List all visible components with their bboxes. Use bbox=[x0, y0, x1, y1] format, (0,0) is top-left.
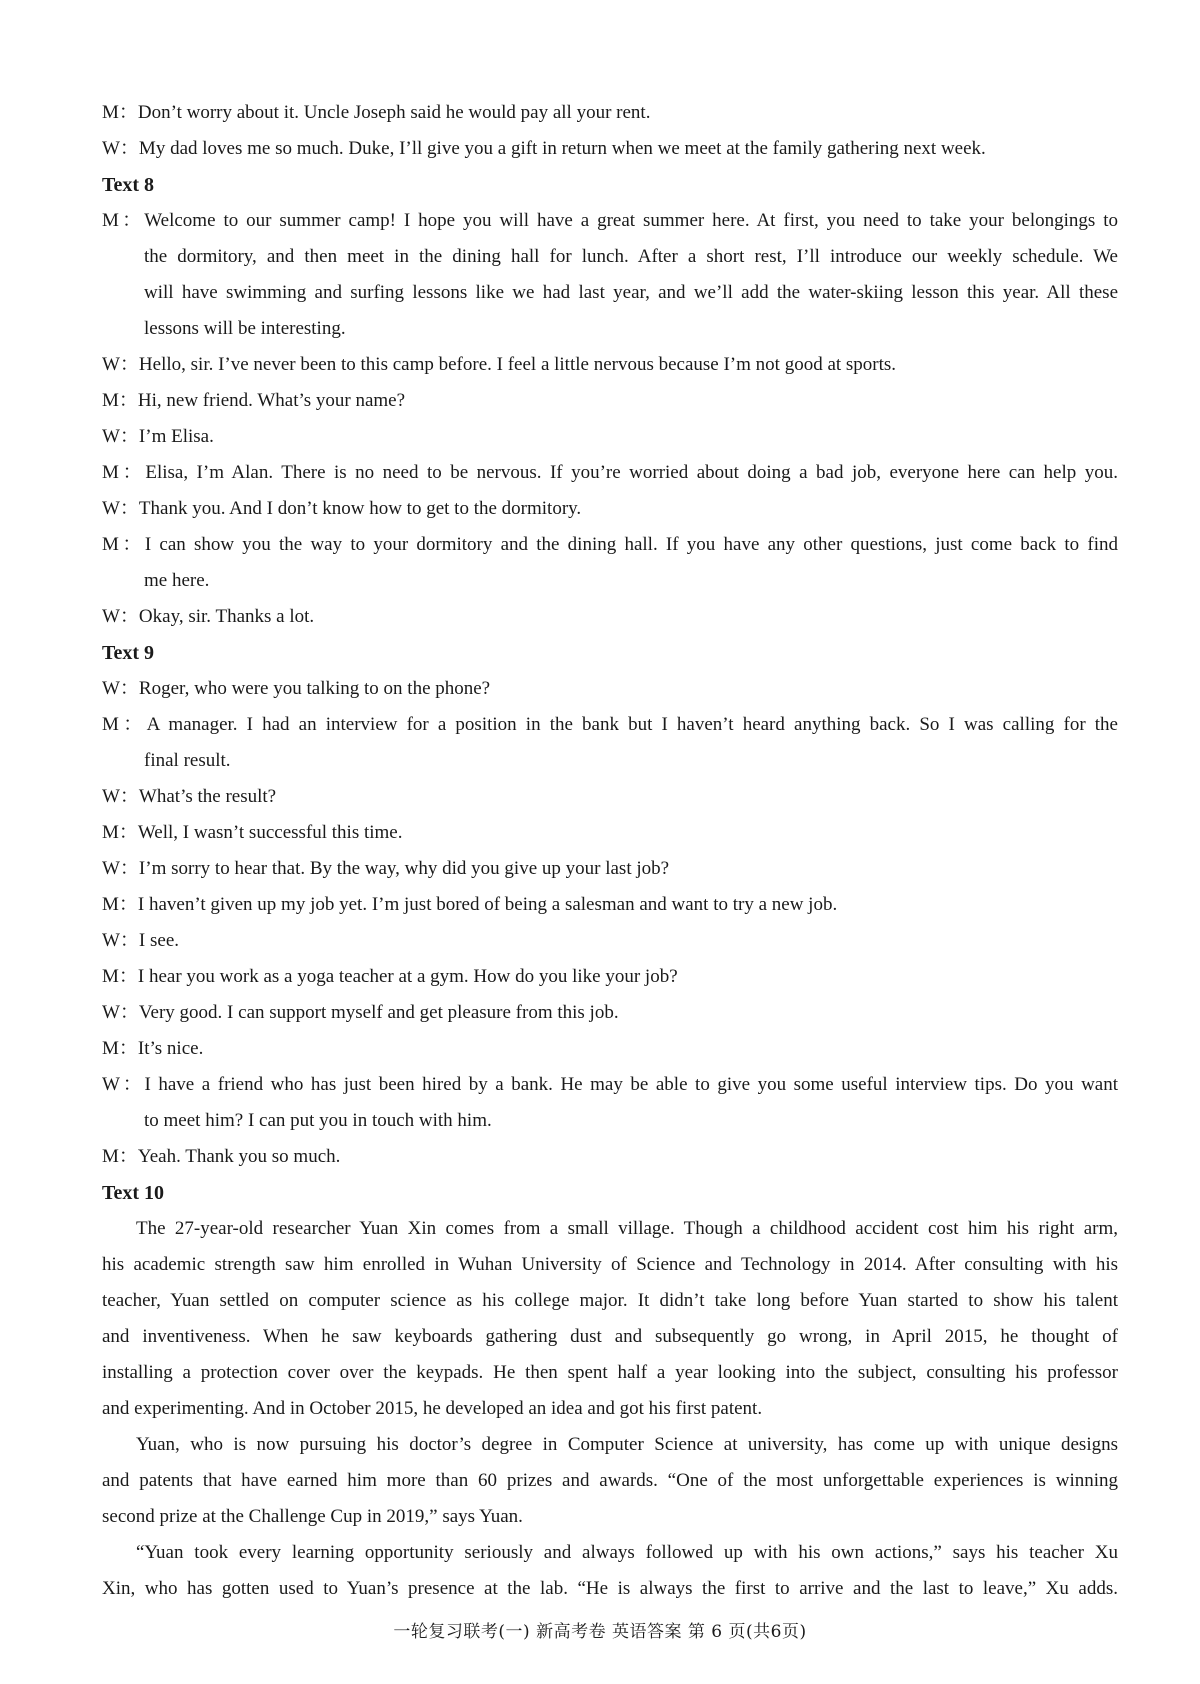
text-line: and patents that have earned him more than 60 prizes and awards. “One of the most unforgettable experiences is winning bbox=[102, 1470, 1118, 1491]
text-line: W：I have a friend who has just been hired by a bank. He may be able to give you some useful interview tips. Do you want bbox=[102, 1074, 1118, 1095]
text-line: M：Elisa, I’m Alan. There is no need to be nervous. If you’re worried about doing a bad job, everyone here can help you. bbox=[102, 462, 1118, 483]
text-line: Yuan, who is now pursuing his doctor’s degree in Computer Science at university, has come up with unique designs bbox=[136, 1434, 1118, 1455]
text-line: W：Very good. I can support myself and get pleasure from this job. bbox=[102, 1002, 619, 1023]
text-line: M：Well, I wasn’t successful this time. bbox=[102, 822, 403, 843]
section-heading: Text 9 bbox=[102, 642, 155, 664]
text-line: W：What’s the result? bbox=[102, 786, 277, 807]
text-line: W：Hello, sir. I’ve never been to this camp before. I feel a little nervous because I’m not good at sports. bbox=[102, 354, 897, 375]
text-line: W：Roger, who were you talking to on the phone? bbox=[102, 678, 491, 699]
document-body bbox=[102, 95, 1118, 1607]
text-line: Xin, who has gotten used to Yuan’s presence at the lab. “He is always the first to arrive and the last to leave,” Xu adds. bbox=[102, 1578, 1118, 1599]
text-line: W：I see. bbox=[102, 930, 180, 951]
text-line: “Yuan took every learning opportunity seriously and always followed up with his own actions,” says his teacher Xu bbox=[136, 1542, 1118, 1563]
text-line: installing a protection cover over the keypads. He then spent half a year looking into the subject, consulting his professor bbox=[102, 1362, 1118, 1383]
text-line: M：I hear you work as a yoga teacher at a gym. How do you like your job? bbox=[102, 966, 678, 987]
text-line: M：Welcome to our summer camp! I hope you will have a great summer here. At first, you need to take your belongings to bbox=[102, 210, 1118, 231]
text-line: M：Yeah. Thank you so much. bbox=[102, 1146, 341, 1167]
text-line: The 27-year-old researcher Yuan Xin comes from a small village. Though a childhood accident cost him his right arm, bbox=[136, 1218, 1118, 1239]
text-line: teacher, Yuan settled on computer science as his college major. It didn’t take long before Yuan started to show his talent bbox=[102, 1290, 1118, 1311]
text-line: M：Don’t worry about it. Uncle Joseph said he would pay all your rent. bbox=[102, 102, 651, 123]
text-line: W：Thank you. And I don’t know how to get to the dormitory. bbox=[102, 498, 582, 519]
text-line: W：Okay, sir. Thanks a lot. bbox=[102, 606, 315, 627]
text-line: me here. bbox=[144, 570, 210, 591]
text-line: and experimenting. And in October 2015, he developed an idea and got his first patent. bbox=[102, 1398, 763, 1419]
text-line: will have swimming and surfing lessons like we had last year, and we’ll add the water-skiing lesson this year. All these bbox=[144, 282, 1118, 303]
text-line: second prize at the Challenge Cup in 2019,” says Yuan. bbox=[102, 1506, 523, 1527]
text-line: M：Hi, new friend. What’s your name? bbox=[102, 390, 406, 411]
page-footer: 一轮复习联考(一) 新高考卷 英语答案 第 6 页(共6页) bbox=[393, 1622, 807, 1642]
text-line: and inventiveness. When he saw keyboards gathering dust and subsequently go wrong, in April 2015, he thought of bbox=[102, 1326, 1118, 1347]
text-line: his academic strength saw him enrolled in Wuhan University of Science and Technology in 2014. After consulting with his bbox=[102, 1254, 1118, 1275]
section-heading: Text 8 bbox=[102, 174, 155, 196]
text-line: W：I’m Elisa. bbox=[102, 426, 214, 447]
text-line: to meet him? I can put you in touch with him. bbox=[144, 1110, 492, 1131]
text-line: M：A manager. I had an interview for a position in the bank but I haven’t heard anything back. So I was calling for the bbox=[102, 714, 1118, 735]
text-line: final result. bbox=[144, 750, 231, 771]
text-line: W：I’m sorry to hear that. By the way, why did you give up your last job? bbox=[102, 858, 670, 879]
text-line: W：My dad loves me so much. Duke, I’ll give you a gift in return when we meet at the family gathering next week. bbox=[102, 138, 986, 159]
text-line: the dormitory, and then meet in the dining hall for lunch. After a short rest, I’ll introduce our weekly schedule. We bbox=[144, 246, 1118, 267]
text-line: M：It’s nice. bbox=[102, 1038, 204, 1059]
text-line: M：I can show you the way to your dormitory and the dining hall. If you have any other questions, just come back to find bbox=[102, 534, 1118, 555]
text-line: lessons will be interesting. bbox=[144, 318, 346, 339]
section-heading: Text 10 bbox=[102, 1182, 165, 1204]
text-line: M：I haven’t given up my job yet. I’m just bored of being a salesman and want to try a new job. bbox=[102, 894, 838, 915]
